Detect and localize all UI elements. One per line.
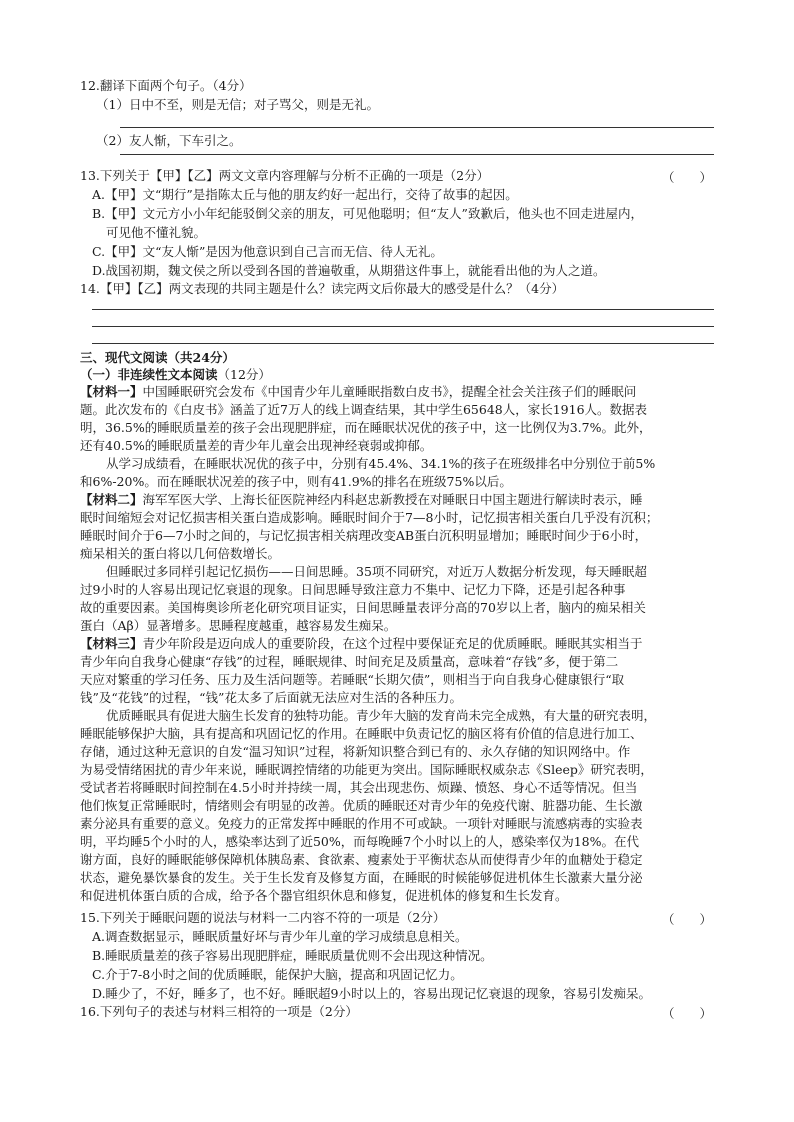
material-1-line-1 [80,384,636,400]
material-2-line-8: 蛋白（Aβ）显著增多。思睡程度越重，越容易发生痴呆。 [80,618,397,633]
material-2-line-3: 睡眠时间介于6—7小时之间的，与记忆损害相关病理改变AB蛋白沉积明显增加；睡眠时间少于6小时， [80,528,648,543]
q14-answer-line-1[interactable] [92,309,714,310]
q15-stem: 15.下列关于睡眠问题的说法与材料一二内容不符的一项是（2分） [80,910,446,925]
material-2-line-2: 眠时间缩短会对记忆损害相关蛋白造成影响。睡眠时间介于7—8小时，记忆损害相关蛋白几乎没有沉积； [80,510,659,525]
material-1-line-3: 明，36.5%的睡眠质量差的孩子会出现肥胖症，而在睡眠状况优的孩子中，这一比例仅为3.7%。此外， [80,420,652,435]
material-2-line-6: 过9小时的人容易出现记忆衰退的现象。日间思睡导致注意力不集中、记忆力下降，还是引起各种事 [80,582,626,597]
q13-stem: 13.下列关于【甲】【乙】两文文章内容理解与分析不正确的一项是（2分） [80,168,490,183]
q12-sentence-1: （1）日中不至，则是无信；对子骂父，则是无礼。 [96,97,379,112]
material-3-line-1 [80,636,643,652]
q15-option-c: C.介于7-8小时之间的优质睡眠，能保护大脑，提高和巩固记忆力。 [92,967,463,982]
q14-answer-line-2[interactable] [92,326,714,327]
material-1-line-2: 题。此次发布的《白皮书》涵盖了近7万人的线上调查结果，其中学生65648人，家长1916人。数据表 [80,402,648,417]
q12-stem: 12.翻译下面两个句子。（4分） [80,78,252,93]
material-3-line-11: 素分泌具有重要的意义。免疫力的正常发挥中睡眠的作用不可或缺。一项针对睡眠与流感病毒的实验表 [80,816,643,831]
material-1-line-5: 从学习成绩看，在睡眠状况优的孩子中，分别有45.4%、34.1%的孩子在班级排名中分别位于前5% [106,456,656,471]
material-1-line-4: 还有40.5%的睡眠质量差的青少年儿童会出现神经衰弱或抑郁。 [80,438,433,453]
q12-answer-line-2[interactable] [120,154,714,155]
material-3-line-15: 和促进机体蛋白质的合成，给予各个器官组织休息和修复，促进机体的修复和生长发育。 [80,888,568,903]
material-2-text: 海军军医大学、上海长征医院神经内科赵忠新教授在对睡眠日中国主题进行解读时表示，睡 [142,492,643,507]
q13-answer-paren[interactable]: （ ） [662,170,713,185]
material-3-line-14: 状态，避免暴饮暴食的发生。关于生长发育及修复方面，在睡眠的时候能够促进机体生长激素大量分泌 [80,870,643,885]
q16-answer-paren[interactable]: （ ） [662,1006,713,1021]
q15-option-a: A.调查数据显示，睡眠质量好坏与青少年儿童的学习成绩息息相关。 [92,929,468,944]
q12-answer-line-1[interactable] [120,127,714,128]
material-3-line-4: 钱”及“花钱”的过程，“钱”花太多了后面就无法应对生活的各种压力。 [80,690,462,705]
q15-option-d: D.睡少了，不好，睡多了，也不好。睡眠超9小时以上的，容易出现记忆衰退的现象，容易引发痴呆。 [92,986,652,1001]
q13-option-d: D.战国初期，魏文侯之所以受到各国的普遍敬重，从期猎这件事上，就能看出他的为人之道。 [92,263,606,278]
q16-stem: 16.下列句子的表述与材料三相符的一项是（2分） [80,1004,358,1019]
material-3-line-3: 天应对繁重的学习任务、压力及生活问题等。若睡眠“长期欠债”，则相当于向自我身心健康银行“取 [80,672,625,687]
q13-option-b: B.【甲】文元方小小年纪能驳倒父亲的朋友，可见他聪明；但“友人”致歉后，他头也不回走进屋内， [92,206,643,221]
material-2-line-1 [80,492,643,508]
material-2-label: 【材料二】 [80,492,143,507]
q13-option-a: A.【甲】文“期行”是指陈太丘与他的朋友约好一起出行，交待了故事的起因。 [92,187,518,202]
q14-answer-line-3[interactable] [92,343,714,344]
material-2-line-7: 故的重要因素。美国梅奥诊所老化研究项目证实，日间思睡量表评分高的70岁以上者，脑内的痴呆相关 [80,600,646,615]
q12-sentence-2: （2）友人惭，下车引之。 [96,133,242,148]
subsection-score: （12分） [217,367,271,382]
material-3-line-9: 受试者若将睡眠时间控制在4.5小时并持续一周，其会出现悲伤、烦躁、愤怒、身心不适等情况。但当 [80,780,638,795]
material-3-line-2: 青少年向自我身心健康“存钱”的过程，睡眠规律、时间充足及质量高，意味着“存钱”多，便于第二 [80,654,619,669]
material-3-line-8: 为易受情绪困扰的青少年来说，睡眠调控情绪的功能更为突出。国际睡眠权威杂志《Sleep》研究表明， [80,762,653,777]
q15-option-b: B.睡眠质量差的孩子容易出现肥胖症，睡眠质量优则不会出现这种情况。 [92,948,493,963]
q13-option-c: C.【甲】文“友人惭”是因为他意识到自己言而无信、待人无礼。 [92,244,443,259]
material-3-line-5: 优质睡眠具有促进大脑生长发育的独特功能。青少年大脑的发育尚未完全成熟，有大量的研究表明， [106,708,657,723]
q13-option-b-cont: 可见他不懂礼貌。 [106,225,207,240]
material-3-line-7: 存储，通过这种无意识的自发“温习知识”过程，将新知识整合到已有的、永久存储的知识网络中。作 [80,744,631,759]
section-3-title: 三、现代文阅读（共24分） [80,350,235,365]
section-3-subtitle [80,367,271,383]
material-3-line-6: 睡眠能够保护大脑，具有提高和巩固记忆的作用。在睡眠中负责记忆的脑区将有价值的信息进行加工、 [80,726,643,741]
material-3-line-13: 谢方面，良好的睡眠能够保障机体胰岛素、食欲素、瘦素处于平衡状态从而使得青少年的血糖处于稳定 [80,852,643,867]
material-2-line-5: 但睡眠过多同样引起记忆损伤——日间思睡。35项不同研究，对近万人数据分析发现，每天睡眠超 [106,564,647,579]
q14-stem: 14.【甲】【乙】两文表现的共同主题是什么？读完两文后你最大的感受是什么？（4分） [80,281,565,296]
material-3-label: 【材料三】 [80,636,143,651]
material-1-label: 【材料一】 [80,384,143,399]
material-1-line-6: 和6%-20%。而在睡眠状况差的孩子中，则有41.9%的排名在班级75%以后。 [80,474,512,489]
material-3-text: 青少年阶段是迈向成人的重要阶段，在这个过程中要保证充足的优质睡眠。睡眠其实相当于 [142,636,643,651]
material-3-line-10: 他们恢复正常睡眠时，情绪则会有明显的改善。优质的睡眠还对青少年的免疫代谢、脏器功能、生长激 [80,798,643,813]
material-3-line-12: 明，平均睡5个小时的人，感染率达到了近50%，而每晚睡7个小时以上的人，感染率仅为18%。在代 [80,834,639,849]
material-1-text: 中国睡眠研究会发布《中国青少年儿童睡眠指数白皮书》，提醒全社会关注孩子们的睡眠问 [142,384,637,399]
material-2-line-4: 痴呆相关的蛋白将以几何倍数增长。 [80,546,281,561]
subsection-title: （一）非连续性文本阅读 [80,367,218,382]
q15-answer-paren[interactable]: （ ） [662,912,713,927]
